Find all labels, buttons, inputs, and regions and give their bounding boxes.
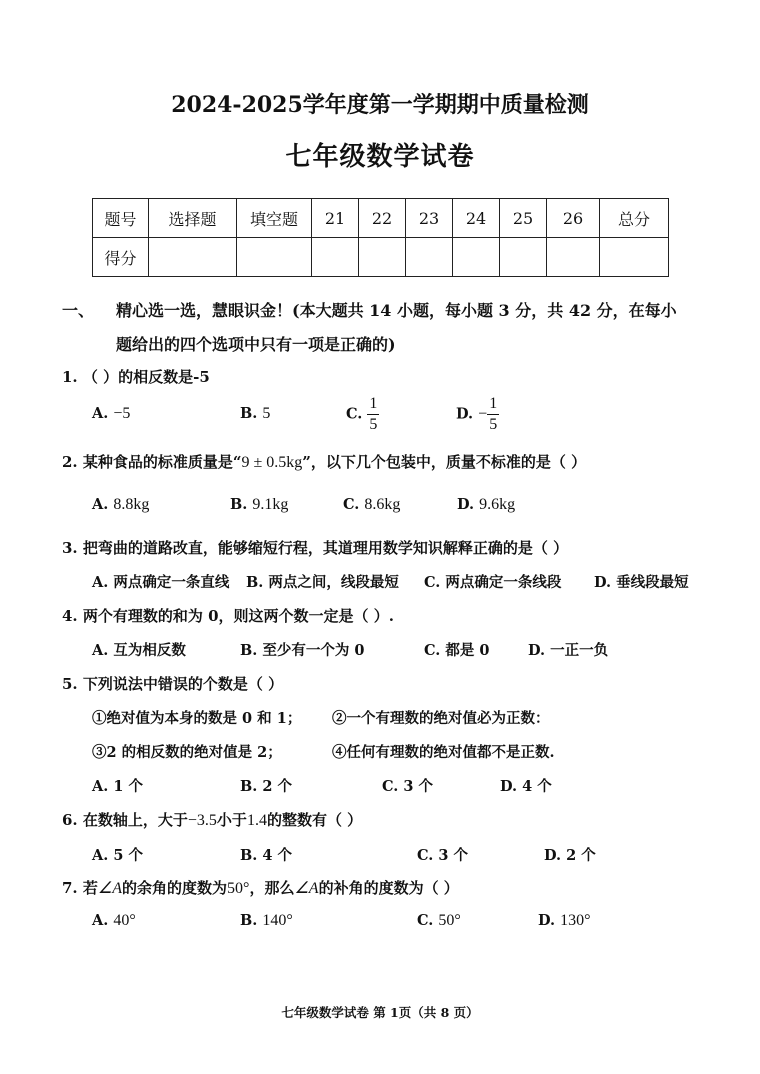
q3-option-c: C. 两点确定一条线段 [424,574,562,591]
option-label: C. [343,496,360,513]
question-6-stem [62,809,362,830]
q5-statement-4: ④任何有理数的绝对值都不是正数. [332,744,555,761]
q7-stem-pre: 7. 若 [62,879,98,897]
q4-option-a: A. 互为相反数 [92,642,186,659]
q3-option-b: B. 两点之间，线段最短 [246,574,399,591]
option-label: D. [457,496,475,513]
option-value: 8.8kg [113,496,150,513]
score-input-cell[interactable] [600,238,669,277]
q1-option-a [92,405,130,423]
option-value: 9.1kg [252,496,289,513]
score-header-cell: 选择题 [149,199,237,238]
page-footer: 七年级数学试卷 第 1页（共 8 页） [281,1005,479,1020]
q6-lower-bound: −3.5 [187,812,217,829]
q6-option-d: D. 2 个 [544,847,596,864]
fraction-numerator: 1 [487,394,499,415]
fraction [367,394,379,435]
score-input-cell[interactable] [500,238,547,277]
q2-option-c [343,496,400,514]
option-value: 40° [113,912,136,929]
q4-option-c: C. 都是 0 [424,642,490,659]
fraction-numerator: 1 [367,394,379,415]
q2-option-d [457,496,515,514]
score-input-cell[interactable] [406,238,453,277]
option-label: D. [456,405,474,423]
q5-option-a: A. 1 个 [92,778,143,795]
option-value: 130° [560,912,591,929]
fraction [487,394,499,435]
score-input-cell[interactable] [359,238,406,277]
option-label: B. [230,496,248,513]
q2-stem-pre: 2. 某种食品的标准质量是“ [62,453,242,471]
option-label: B. [240,405,258,422]
section-instructions-line2: 题给出的四个选项中只有一项是正确的) [116,335,396,354]
score-header-cell: 题号 [93,199,149,238]
question-3-stem: 3. 把弯曲的道路改直，能够缩短行程，其道理用数学知识解释正确的是（ ） [62,539,569,557]
q7-degree: 50° [227,880,250,897]
q2-option-a [92,496,149,514]
option-label: A. [92,912,109,929]
q3-option-a: A. 两点确定一条直线 [92,574,230,591]
option-label: C. [346,405,363,423]
option-label: B. [240,912,258,929]
option-label: C. [417,912,434,929]
q3-option-d: D. 垂线段最短 [594,574,689,591]
q7-option-d [538,912,591,930]
q1-option-b [240,405,270,423]
score-input-cell[interactable] [237,238,312,277]
section-instructions-line1: 精心选一选，慧眼识金！(本大题共 14 小题，每小题 3 分，共 42 分，在每小 [116,301,677,320]
q5-statement-1: ①绝对值为本身的数是 0 和 1； [92,710,302,727]
q7-option-b [240,912,293,930]
option-value: 5 [262,405,271,422]
q6-stem-mid: 小于 [216,811,247,829]
q2-stem-math: 9 ± 0.5kg [241,454,303,471]
q7-stem-mid1: 的余角的度数为 [122,879,228,897]
option-label: A. [92,405,109,422]
q5-option-c: C. 3 个 [382,778,434,795]
score-header-cell: 22 [359,199,406,238]
q4-option-d: D. 一正一负 [528,642,609,659]
score-input-cell[interactable] [547,238,600,277]
score-table-score-row [93,238,669,277]
q1-option-c [346,394,379,435]
question-5-stem: 5. 下列说法中错误的个数是（ ） [62,675,284,693]
q5-option-b: B. 2 个 [240,778,292,795]
q7-option-c [417,912,461,930]
q2-stem-post: ”，以下几个包装中，质量不标准的是（ ） [302,453,587,471]
score-header-cell: 25 [500,199,547,238]
score-header-cell: 26 [547,199,600,238]
score-row-label: 得分 [93,238,149,277]
option-value: −5 [113,405,131,422]
score-input-cell[interactable] [149,238,237,277]
score-table [92,198,669,277]
fraction-denominator: 5 [369,416,378,433]
exam-subtitle: 七年级数学试卷 [285,142,475,172]
q6-stem-post: 的整数有（ ） [266,811,363,829]
q7-option-a [92,912,136,930]
option-value: 50° [438,912,461,929]
q6-option-b: B. 4 个 [240,847,292,864]
minus-sign: − [478,405,488,423]
q2-option-b [230,496,288,514]
angle-a: ∠A [97,880,123,897]
score-header-cell: 总分 [600,199,669,238]
q5-option-d: D. 4 个 [500,778,552,795]
score-header-cell: 21 [312,199,359,238]
question-2-stem [62,451,586,472]
score-header-cell: 填空题 [237,199,312,238]
fraction-denominator: 5 [489,416,498,433]
score-header-cell: 23 [406,199,453,238]
q4-option-b: B. 至少有一个为 0 [240,642,365,659]
q6-upper-bound: 1.4 [246,812,267,829]
q1-option-d [456,394,499,435]
question-1-stem: 1. （ ）的相反数是-5 [62,368,210,386]
question-4-stem: 4. 两个有理数的和为 0，则这两个数一定是（ ）. [62,607,394,625]
option-value: 140° [262,912,293,929]
score-input-cell[interactable] [453,238,500,277]
q7-stem-mid2: ，那么 [249,879,295,897]
q6-option-a: A. 5 个 [92,847,143,864]
q6-option-c: C. 3 个 [417,847,469,864]
option-value: 8.6kg [364,496,401,513]
q5-statement-3: ③2 的相反数的绝对值是 2； [92,744,282,761]
score-input-cell[interactable] [312,238,359,277]
q6-stem-pre: 6. 在数轴上，大于 [62,811,188,829]
option-value: 9.6kg [479,496,516,513]
option-label: A. [92,496,109,513]
angle-a: ∠A [294,880,319,897]
question-7-stem [62,877,459,898]
q5-statement-2: ②一个有理数的绝对值必为正数： [332,710,550,727]
exam-title: 2024-2025学年度第一学期期中质量检测 [171,92,589,118]
score-table-header-row [93,199,669,238]
option-label: D. [538,912,556,929]
q7-stem-post: 的补角的度数为（ ） [318,879,459,897]
score-header-cell: 24 [453,199,500,238]
section-number: 一、 [62,301,95,320]
